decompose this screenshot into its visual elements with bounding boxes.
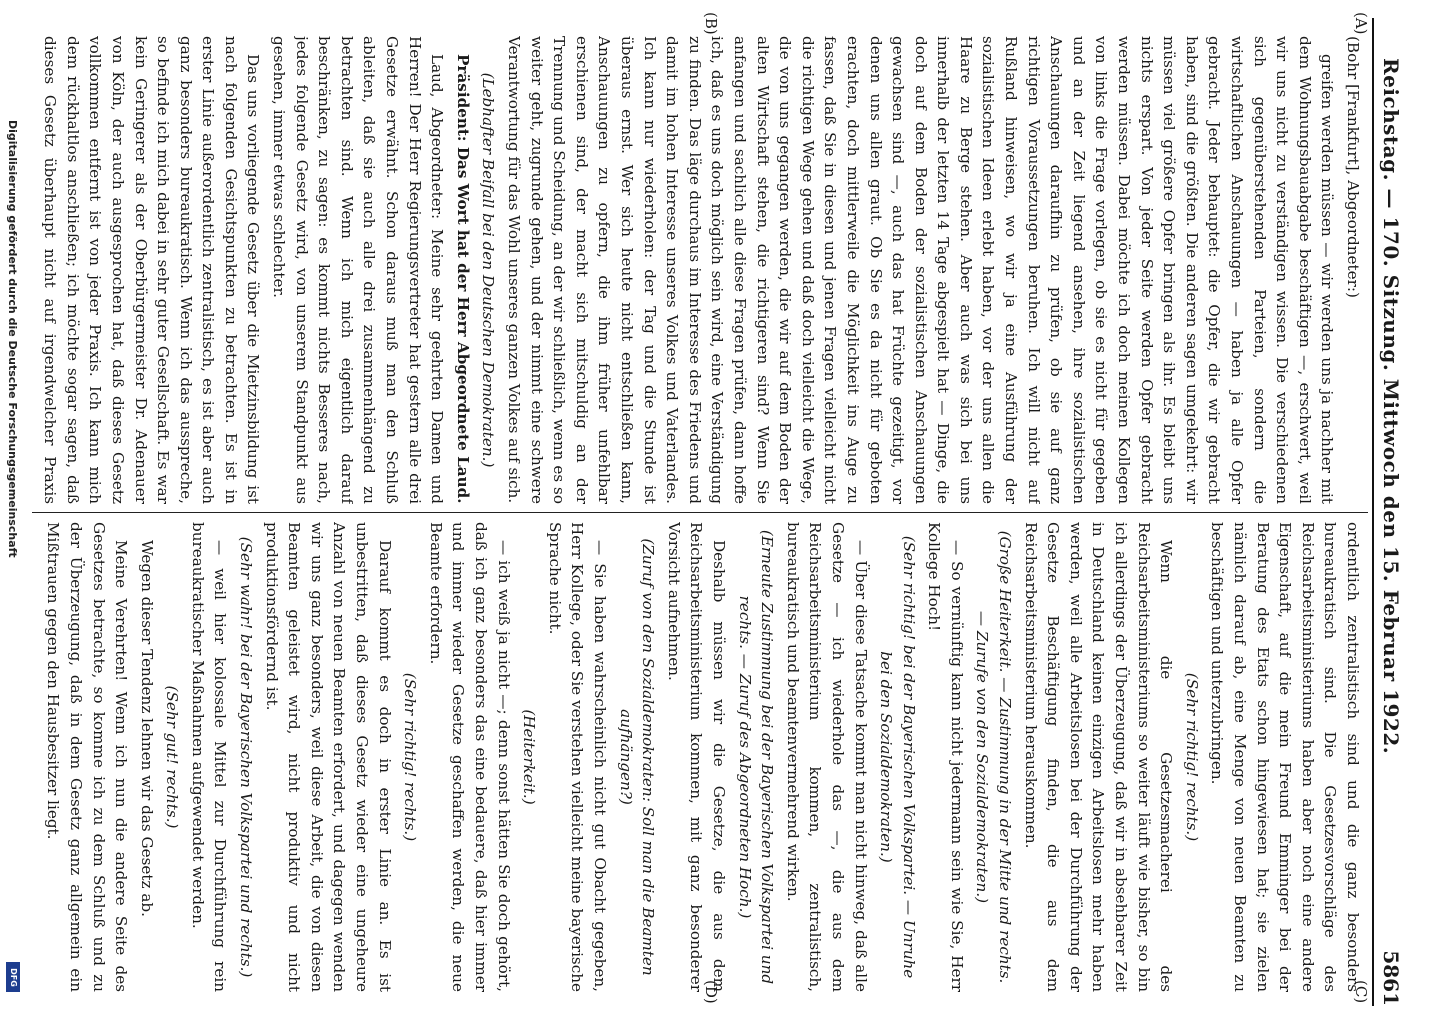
interjection: (Heiterkeit.) [520,709,539,805]
header-title: Reichstag. — 170. Sitzung. Mittwoch den 15. Februar 1922. [1379,58,1403,755]
page-number: 5861 [1379,950,1403,1006]
paragraph: Laud, Abgeordneter: Meine sehr geehrten Damen und Herren! Der Herr Regierungsvertreter hat gestern alle drei Gesetze erwähnt. Schon daraus muß man den Schluß ableiten, daß sie auch alle drei zusammenhängend zu betrachten sind. Wenn ich mich eigentlich darauf beschränken, zu sagen: es kommt nichts Besseres nach, jedes folgende Gesetz wird, von unserem Standpunkt aus gesehen, immer etwas schlechter. [270,36,447,504]
paragraph: Meine Verehrten! Wenn ich nun die andere Seite des Gesetzes betrachte, so komme ich zu dem Schluß und zu der Überzeugung, daß in dem Gesetz ganz allgemein ein Mißtrauen gegen den Hausbesitzer liegt. [44,522,131,992]
paragraph: ordentlich zentralistisch sind und die ganz besonders bureaukratisch sind. Die Gesetzesvorschläge des Reichsarbeitsministeriums haben aber noch eine andere Eigenschaft, auf die mein Freund Emminger bei der Beratung des Etats schon hingewiesen hat; sie zielen nämlich darauf ab, eine Menge von neuen Beamten zu beschäftigen und unterzubringen. [1208,522,1362,992]
interjection: (Große Heiterkeit. — Zustimmung in der Mitte und rechts. — Zurufe von den Sozialdemokraten.) [973,530,1015,984]
interjection: (Lebhafter Beifall bei den Deutschen Demokraten.) [479,72,498,468]
paragraph: — Über diese Tatsache kommt man nicht hinweg, daß alle Gesetze — ich wiederhole das —, die aus dem Reichsarbeitsministerium kommen, zentralistisch, bureaukratisch und beamtenvermehrend wirken. [783,522,870,992]
left-column [36,36,1364,504]
paragraph: Wenn die Gesetzesmacherei des Reichsarbeitsministeriums so weiter läuft wie bisher, so bin ich allerdings der Überzeugung, daß wir in absehbarer Zeit in Deutschland keinen einzigen Arbeitslosen mehr haben werden, weil alle Arbeitslosen bei der Durchführung der Gesetze Beschäftigung finden, die aus dem Reichsarbeitsministerium herauskommen. [1021,522,1176,992]
digitization-credit [6,120,20,980]
right-column [36,522,1364,992]
rotated-newspaper-page [32,12,1412,1012]
interjection: (Sehr gut! rechts.) [163,685,182,829]
interjection: (Erneute Zustimmung bei der Bayerischen Volkspartei und rechts. — Zuruf des Abgeordneten Hoch.) [735,529,777,985]
margin-marker-c: (C) [1352,980,1370,1004]
paragraph: Darauf kommt es doch in erster Linie an. Es ist unbestritten, daß dieses Gesetz wieder eine ungeheure Anzahl von neuen Beamten erfordert, und dagegen wenden wir uns ganz besonders, weil diese Arbeit, die von diesen Beamten geleistet wird, nicht produktiv und nicht produktionsfördernd ist. [262,522,394,992]
paragraph: Wegen dieser Tendenz lehnen wir das Gesetz ab. [137,540,156,917]
interjection: (Sehr richtig! rechts.) [1182,672,1201,842]
digitization-credit-text: Digitalisierung gefördert durch die Deutsche Forschungsgemeinschaft [6,120,19,558]
paragraph: greifen werden müssen — wir werden uns ja nachher mit dem Wohnungsbauabgabe beschäftigen —, erschwert, weil wir uns nicht zu verständigen wissen. Die verschiedenen sich gegenüberstehenden Parteien, sondern die wirtschaftlichen Anschauungen — haben ja alle Opfer gebracht. Jeder behauptet: die Opfer, die wir gebracht haben, sind die größten. Die anderen sagen umgekehrt: wir müssen viel größere Opfer bringen als ihr. Es bleibt uns nichts erspart. Von jeder Seite werden Opfer gebracht werden müssen. Dabei möchte ich doch meinen Kollegen von links die Frage vorlegen, ob sie es nicht für gegeben und an der Zeit liegend ansehen, ihre sozialistischen Anschauungen daraufhin zu prüfen, ob sie auf ganz richtigen Voraussetzungen beruhen. Ich will nicht auf Rußland hinweisen, wo wir ja eine Ausführung der sozialistischen Ideen erlebt haben, vor der uns allen die Haare zu Berge stehen. Aber auch was sich bei uns innerhalb der letzten 14 Tage abgespielt hat — Dinge, die doch auf dem Boden der sozialistischen Anschauungen gewachsen sind —, auch das hat Früchte gezeitigt, vor denen uns allen graut. Ob Sie es da nicht für geboten erachten, doch mittlerweile die Möglichkeit ins Auge zu fassen, daß Sie in diesen und jenen Fragen vielleicht nicht die richtigen Wege gehen und daß doch vielleicht die Wege, die von uns gegangen werden, die wir auf dem Boden der alten Wirtschaft stehen, die richtigeren sind? Wenn Sie anfangen und sachlich alle diese Fragen prüfen, dann hoffe ich, daß es uns doch möglich sein wird, eine Verständigung zu finden. Das läge durchaus im Interesse des Friedens und damit im hohen Interesse unseres Volkes und Vaterlandes. Ich kann nur wiederholen: der Tag und die Stunde ist überaus ernst. Wer sich heute nicht entschließen kann, Anschauungen zu opfern, die ihm früher unfehlbar erschienen sind, der macht sich mitschuldig an der Trennung und Scheidung, an der wir schließlich, wenn es so weiter geht, zugrunde gehen, und der nimmt eine schwere Verantwortung für das Wohl unseres ganzen Volkes auf sich. [505,36,1337,504]
dfg-logo-text: DFG [8,967,18,987]
margin-marker-a: (A) [1352,12,1370,35]
dfg-logo [6,962,20,992]
interjection: (Sehr wahr! bei der Bayerischen Volkspartei und rechts.) [237,536,256,978]
paragraph: Das uns vorliegende Gesetz über die Mietzinsbildung ist nach folgenden Gesichtspunkten zu betrachten. Es ist in erster Linie außerordentlich zentralistisch, es ist aber auch ganz besonders bureaukratisch. Wenn ich das ausspreche, so befinde ich mich dabei in sehr guter Gesellschaft. Es war kein Geringerer als der Oberbürgermeister Dr. Adenauer von Köln, der auch ausgesprochen hat, daß dieses Gesetz vollkommen entfernt ist von jeder Praxis. Ich kann mich dem rückhaltlos anschließen; ich möchte sogar sagen, daß dieses Gesetz überhaupt nicht auf irgendwelcher Praxis [41,36,263,504]
speaker-line: (Bohr [Frankfurt], Abgeordneter:) [1344,36,1362,298]
paragraph: — ich weiß ja nicht —; denn sonst hätten Sie doch gehört, daß ich ganz besonders das eine bedauere, daß hier immer und immer wieder Gesetze geschaffen werden, die neue Beamte erfordern. [426,522,513,992]
page-header [1372,18,1408,1006]
paragraph: — weil hier kolossale Mittel zur Durchführung rein bureaukratischer Maßnahmen aufgewendet werden. [188,522,230,992]
paragraph: Deshalb müssen wir die Gesetze, die aus dem Reichsarbeitsministerium kommen, mit ganz besonderer Vorsicht aufnehmen. [664,522,728,992]
margin-marker-b: (B) [702,12,720,35]
interjection: (Sehr richtig! bei der Bayerischen Volkspartei. — Unruhe bei den Sozialdemokraten.) [877,535,918,979]
paragraph: — So vernünftig kann nicht jedermann sein wie Sie, Herr Kollege Hoch! [925,522,966,992]
margin-marker-d: (D) [702,980,720,1004]
interjection [36,522,39,992]
interjection: (Zuruf von den Sozialdemokraten: Soll man die Beamten aufhängen?) [616,538,658,976]
column-divider [32,512,1368,513]
interjection: (Sehr richtig! rechts.) [401,672,420,842]
paragraph: — Sie haben wahrscheinlich nicht gut Obacht gegeben, Herr Kollege, oder Sie verstehen vielleicht meine bayerische Sprache nicht. [545,522,609,992]
president-statement: Präsident: Das Wort hat der Herr Abgeordnete Laud. [453,54,472,504]
